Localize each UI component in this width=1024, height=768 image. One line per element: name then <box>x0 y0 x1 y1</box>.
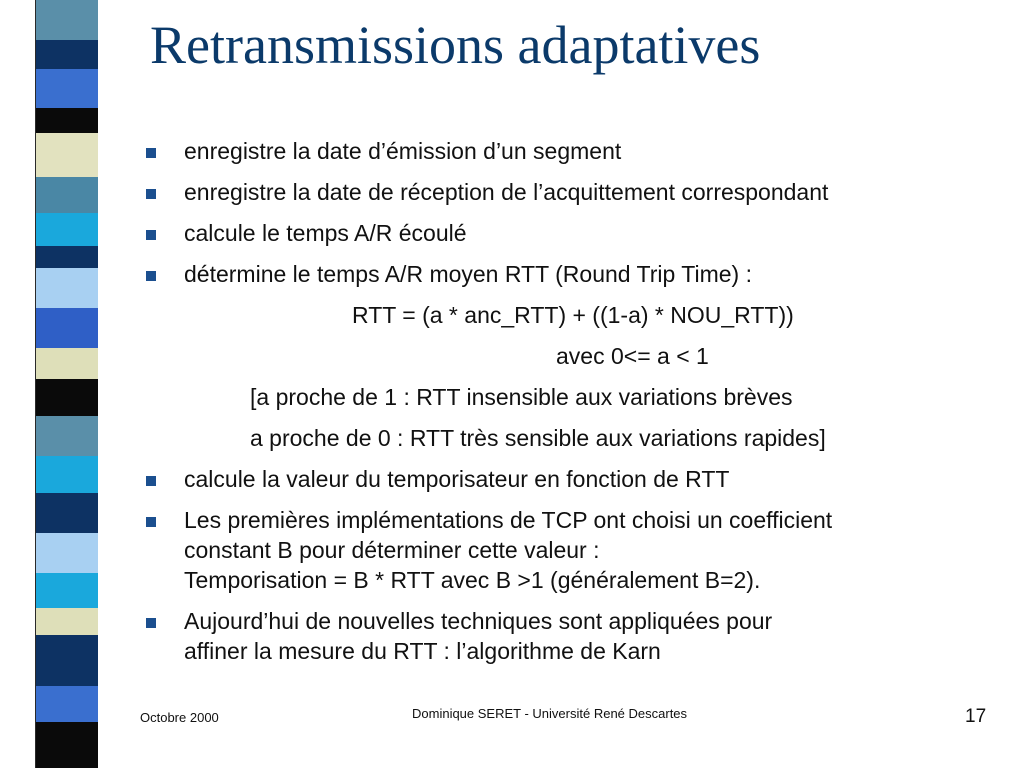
stripe-band <box>36 308 98 348</box>
indented-line <box>146 341 1006 371</box>
indented-line <box>146 300 1006 330</box>
stripe-band <box>36 493 98 533</box>
stripe-band <box>36 686 98 722</box>
stripe-band <box>36 0 98 40</box>
item-text: avec 0<= a < 1 <box>556 343 709 369</box>
stripe-band <box>36 379 98 415</box>
item-text: enregistre la date d’émission d’un segment <box>184 138 622 164</box>
bullet-list <box>146 136 1006 666</box>
bullet-marker-icon <box>146 517 156 527</box>
bullet-item <box>146 464 1006 494</box>
bullet-item <box>146 259 1006 289</box>
footer-author: Dominique SERET - Université René Descartes <box>412 706 688 721</box>
stripe-band <box>36 246 98 268</box>
item-text: a proche de 0 : RTT très sensible aux variations rapides] <box>250 425 826 451</box>
item-text: enregistre la date de réception de l’acquittement correspondant <box>184 179 829 205</box>
stripe-band <box>36 133 98 177</box>
bullet-item <box>146 606 1006 666</box>
stripe-band <box>36 69 98 107</box>
item-text: [a proche de 1 : RTT insensible aux variations brèves <box>250 384 793 410</box>
bullet-item <box>146 218 1006 248</box>
bullet-marker-icon <box>146 189 156 199</box>
stripe-band <box>36 416 98 456</box>
item-text: calcule la valeur du temporisateur en fonction de RTT <box>184 466 730 492</box>
item-text: Les premières implémentations de TCP ont choisi un coefficient <box>184 507 833 533</box>
item-text: affiner la mesure du RTT : l’algorithme de Karn <box>184 638 661 664</box>
stripe-band <box>36 213 98 246</box>
stripe-band <box>36 573 98 608</box>
item-text: Aujourd’hui de nouvelles techniques sont appliquées pour <box>184 608 773 634</box>
decorative-stripe <box>35 0 98 768</box>
bullet-marker-icon <box>146 618 156 628</box>
stripe-band <box>36 177 98 213</box>
stripe-band <box>36 108 98 134</box>
stripe-band <box>36 268 98 308</box>
bullet-marker-icon <box>146 271 156 281</box>
bullet-marker-icon <box>146 148 156 158</box>
item-text: Temporisation = B * RTT avec B >1 (généralement B=2). <box>184 567 761 593</box>
item-text: constant B pour déterminer cette valeur : <box>184 537 600 563</box>
stripe-band <box>36 722 98 768</box>
item-text: détermine le temps A/R moyen RTT (Round Trip Time) : <box>184 261 752 287</box>
stripe-band <box>36 533 98 573</box>
slide-title: Retransmissions adaptatives <box>150 15 761 75</box>
stripe-band <box>36 40 98 69</box>
stripe-band <box>36 456 98 492</box>
indented-line <box>146 423 1006 453</box>
item-text: RTT = (a * anc_RTT) + ((1-a) * NOU_RTT)) <box>352 302 794 328</box>
indented-line <box>146 382 1006 412</box>
bullet-marker-icon <box>146 230 156 240</box>
footer-date: Octobre 2000 <box>140 710 219 725</box>
bullet-item <box>146 505 1006 595</box>
stripe-band <box>36 608 98 635</box>
page-number: 17 <box>965 706 987 727</box>
stripe-band <box>36 348 98 379</box>
bullet-item <box>146 136 1006 166</box>
item-text: calcule le temps A/R écoulé <box>184 220 467 246</box>
bullet-item <box>146 177 1006 207</box>
bullet-marker-icon <box>146 476 156 486</box>
stripe-band <box>36 635 98 686</box>
